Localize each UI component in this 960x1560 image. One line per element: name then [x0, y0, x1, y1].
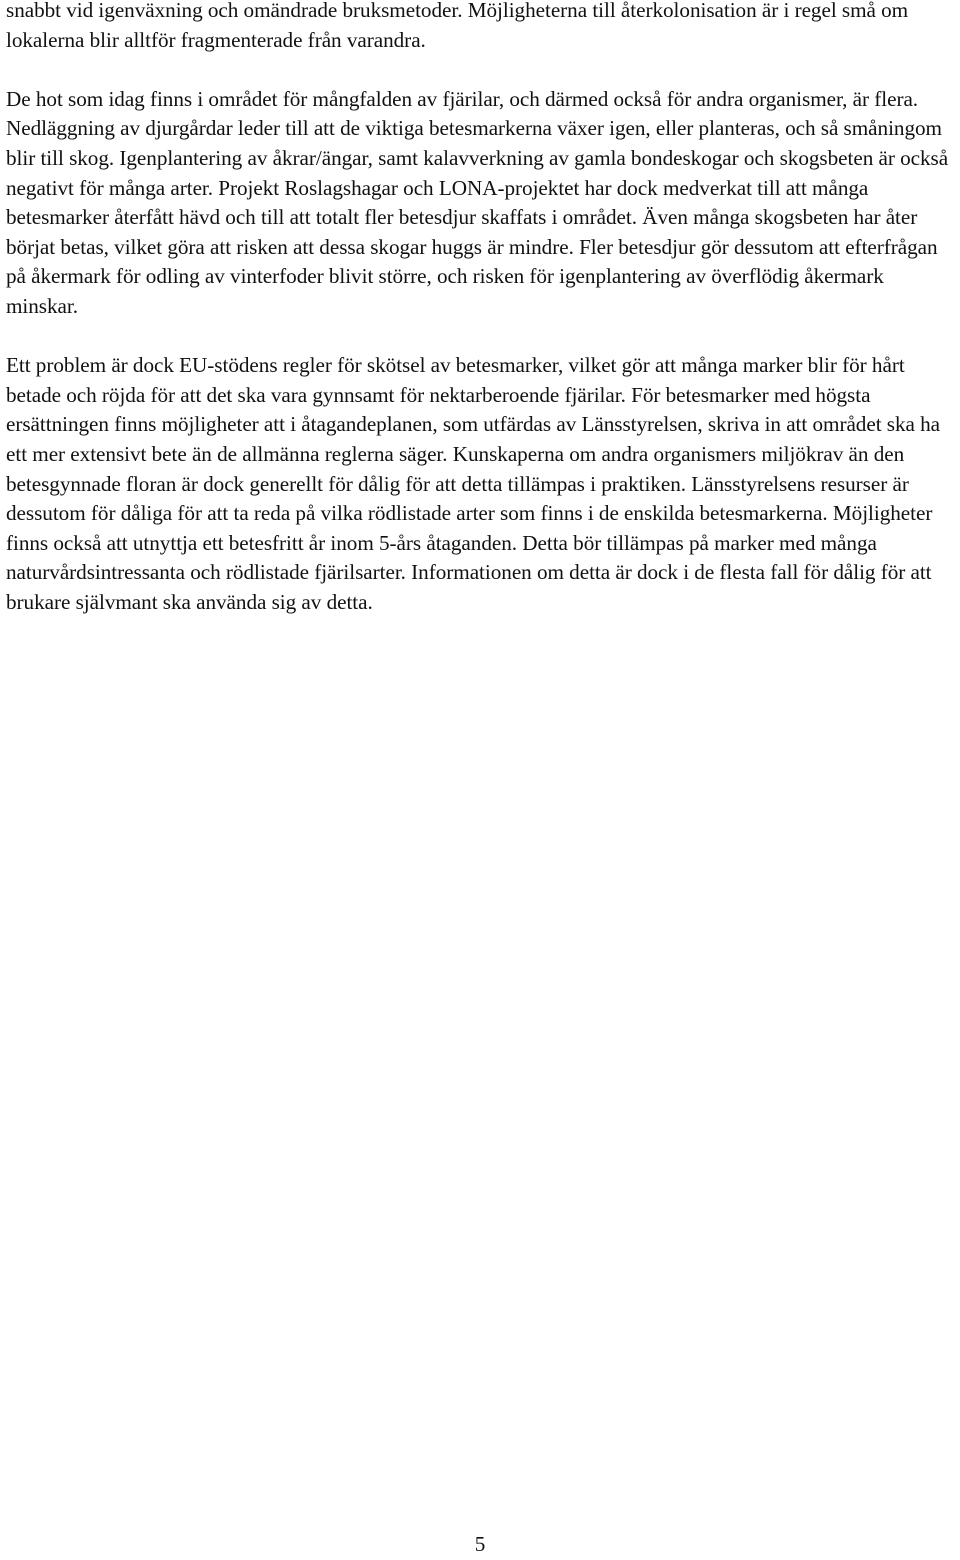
paragraph-continuation: snabbt vid igenväxning och omändrade bruksmetoder. Möjligheterna till återkolonisation är i regel små om lokalerna blir alltför fragmenterade från varandra.	[6, 0, 909, 52]
document-page	[6, 0, 956, 617]
paragraph-eu-subsidies: Ett problem är dock EU-stödens regler för skötsel av betesmarker, vilket gör att många marker blir för hårt betade och röjda för att det ska vara gynnsamt för nektarberoende fjärilar. För betesmarker med högsta ersättningen finns möjligheter att i åtagandeplanen, som utfärdas av Länsstyrelsen, skriva in att området ska ha ett mer extensivt bete än de allmänna reglerna säger. Kunskaperna om andra organismers miljökrav än den betesgynnade floran är dock generellt för dålig för att detta tillämpas i praktiken. Länsstyrelsens resurser är dessutom för dåliga för att ta reda på vilka rödlistade arter som finns i de enskilda betesmarkerna. Möjligheter finns också att utnyttja ett betesfritt år inom 5-års åtaganden. Detta bör tillämpas på marker med många naturvårdsintressanta och rödlistade fjärilsarter. Informationen om detta är dock i de flesta fall för dålig för att brukare självmant ska använda sig av detta.	[6, 353, 941, 614]
page-number: 5	[474, 1532, 486, 1556]
paragraph-threats: De hot som idag finns i området för mångfalden av fjärilar, och därmed också för andra organismer, är flera. Nedläggning av djurgårdar leder till att de viktiga betesmarkerna växer igen, eller planteras, och så småningom blir till skog. Igenplantering av åkrar/ängar, samt kalavverkning av gamla bondeskogar och skogsbeten är också negativt för många arter. Projekt Roslagshagar och LONA-projektet har dock medverkat till att många betesmarker återfått hävd och till att totalt fler betesdjur skaffats i området. Även många skogsbeten har åter börjat betas, vilket göra att risken att dessa skogar huggs är mindre. Fler betesdjur gör dessutom att efterfrågan på åkermark för odling av vinterfoder blivit större, och risken för igenplantering av överflödig åkermark minskar.	[6, 86, 949, 318]
